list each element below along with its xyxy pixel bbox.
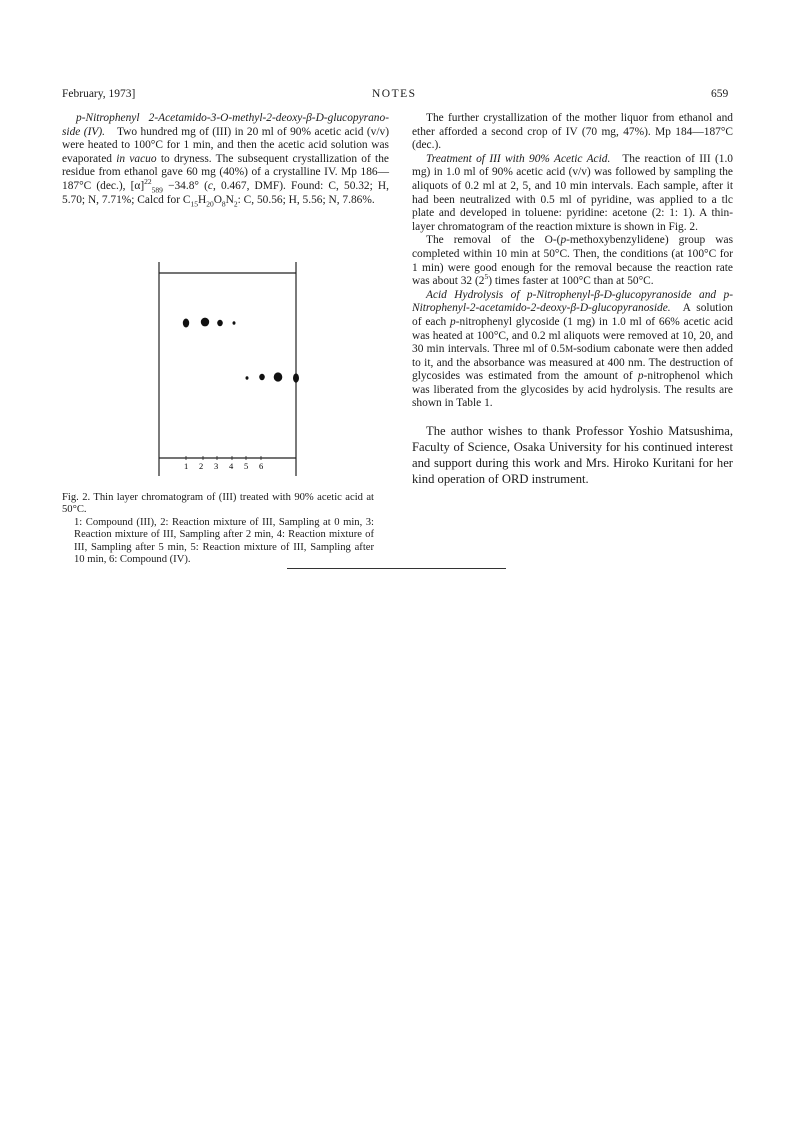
acknowledgement-paragraph: The author wishes to thank Professor Yoshio Matsushima, Faculty of Science, Osaka University for his continued interest and support during this work and Mrs. Hiroko Kuritani for her kind operation of ORD instrument. [412, 424, 733, 487]
lane-label-2: 2 [199, 461, 204, 471]
lane-label-5: 5 [244, 461, 249, 471]
caption-legend: 1: Compound (III), 2: Reaction mixture of III, Sampling at 0 min, 3: Reaction mixture of III, Sampling after 2 min, 4: Reaction mixture of III, Sampling after 5 min, 5: Reaction mixture of III, Sampling after 10 min, 6: Compound (IV). [74, 516, 374, 566]
acetic-acid-treatment-title: Treatment of III with 90% Acetic Acid. [426, 152, 611, 165]
crystallization-paragraph: The further crystallization of the mother liquor from ethanol and ether afforded a second crop of IV (70 mg, 47%). Mp 184—187°C (dec.). [412, 112, 733, 152]
spot-lane2-top [201, 318, 209, 327]
removal-paragraph: The removal of the O-(p-methoxybenzylidene) group was completed within 10 min at 50°C. Then, the conditions (at 100°C for 1 min) were good enough for the removal because the reaction rate was about 32 $(2^5)$ times faster at 100°C than at 50°C. [412, 234, 733, 288]
lane-label-3: 3 [214, 461, 219, 471]
figure-caption [62, 492, 374, 566]
end-rule [287, 568, 506, 569]
lane-label-1: 1 [184, 461, 189, 471]
right-column [412, 112, 733, 487]
lane-label-4: 4 [229, 461, 234, 471]
acetic-acid-treatment-paragraph: Treatment of III with 90% Acetic Acid. The reaction of III (1.0 mg) in 1.0 ml of 90% acetic acid (v/v) was followed by sampling the aliquots of 0.2 ml at 2, 5, and 10 min intervals. Each sample, after it had been neutralized with 0.5 ml of pyridine, was applied to a tlc plate and developed in toluene: pyridine: acetone (2: 1: 1). A thin-layer chromatogram of the reaction mixture is shown in Fig. 2. [412, 152, 733, 233]
acid-hydrolysis-paragraph: Acid Hydrolysis of p-Nitrophenyl-β-D-glucopyranoside and p-Nitrophenyl-2-acetamido-2-deoxy-β-D-glucopyranoside. A solution of each p-nitrophenyl glycoside (1 mg) in 1.0 ml of 66% acetic acid was heated at 100°C, and 0.2 ml aliquots were removed at 10, 20, and 30 min intervals. Three ml of 0.5M-sodium cabonate were then added to it, and the absorbance was measured at 400 nm. The destruction of glycosides was estimated from the amount of p-nitrophenol which was liberated from the glycosides by acid hydrolysis. The results are shown in Table 1. [412, 288, 734, 410]
spot-lane5b-bottom [274, 372, 283, 381]
left-column [62, 112, 389, 207]
running-head-date: February, 1973] [62, 88, 136, 100]
running-head-section: NOTES [372, 88, 417, 100]
spot-lane6-bottom [293, 373, 299, 382]
lane-label-6: 6 [259, 461, 264, 471]
spot-lane4-bottom [246, 376, 249, 379]
tlc-plate-figure [155, 258, 305, 482]
spot-lane4-top [233, 321, 236, 325]
spot-lane5-bottom [259, 374, 265, 380]
spot-lane3-top [217, 320, 223, 326]
compound-iv-title: p-Nitrophenyl 2-Acetamido-3-O-methyl-2-deoxy-β-D-glucopyrano- side (IV). [62, 112, 389, 138]
caption-title: Fig. 2. Thin layer chromatogram of (III) treated with 90% acetic acid at 50°C. [62, 492, 374, 516]
page-number: 659 [711, 88, 729, 100]
compound-iv-paragraph: p-Nitrophenyl 2-Acetamido-3-O-methyl-2-deoxy-β-D-glucopyrano- side (IV). Two hundred mg of (III) in 20 ml of 90% acetic acid (v/v) were heated to 100°C for 1 min, and then the acetic acid solution was evaporated in vacuo to dryness. The subsequent crystallization of the residue from ethanol gave 60 mg (40%) of a crystalline IV. Mp 186—187°C (dec.), $[\alpha]^{22}_{589} -34.8^\circ$ (c, 0.467, DMF). Found: C, 50.32; H, 5.70; N, 7.71%; Calcd for $C_{15}H_{20}O_8N_2$: C, 50.56; H, 5.56; N, 7.86%. [62, 112, 389, 208]
spot-lane1-top [183, 319, 189, 328]
acid-hydrolysis-title: Acid Hydrolysis of p-Nitrophenyl-β-D-glucopyranoside and p-Nitrophenyl-2-acetamido-2-deoxy-β-D-glucopyranoside. [412, 288, 733, 315]
